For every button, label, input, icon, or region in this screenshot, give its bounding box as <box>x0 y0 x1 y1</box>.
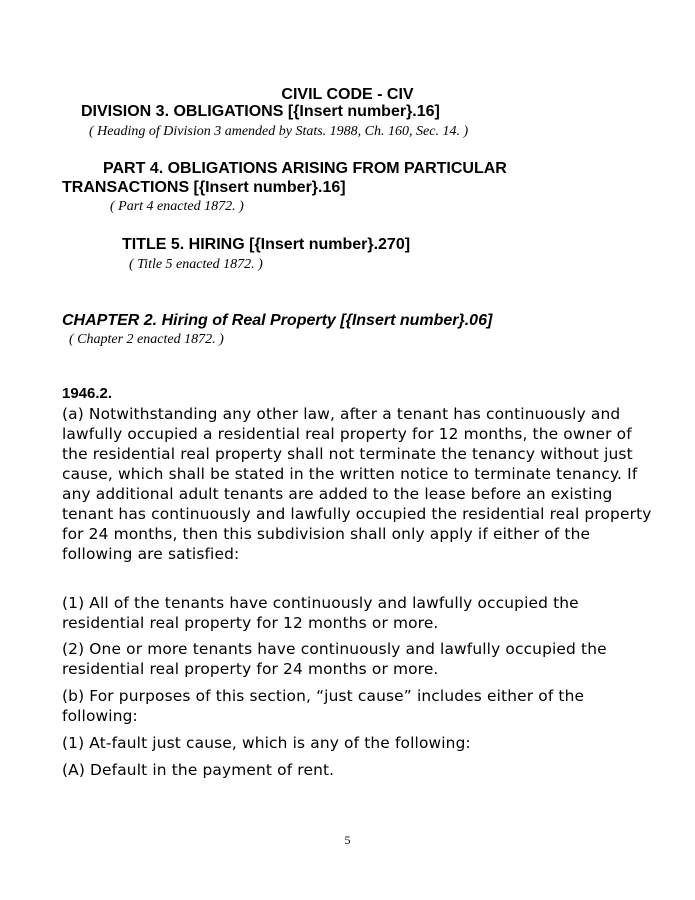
part-heading-line1: PART 4. OBLIGATIONS ARISING FROM PARTICULAR <box>103 160 507 177</box>
division-note: ( Heading of Division 3 amended by Stats. 1988, Ch. 160, Sec. 14. ) <box>89 124 469 139</box>
title-heading: TITLE 5. HIRING [{Insert number}.270] <box>122 236 411 253</box>
part-heading-line2: TRANSACTIONS [{Insert number}.16] <box>62 179 346 196</box>
paragraph-b: (b) For purposes of this section, “just cause” includes either of the following: <box>62 687 585 725</box>
part-note: ( Part 4 enacted 1872. ) <box>110 199 244 214</box>
paragraph-a: (a) Notwithstanding any other law, after a tenant has continuously and lawfully occupied a residential real property for 12 months, the owner of the residential real property shall not terminate the tenancy without just cause, which shall be stated in the written notice to terminate tenancy. If any additional adult tenants are added to the lease before an existing tenant has continuously and lawfully occupied the residential real property for 24 months, then this subdivision shall only apply if either of the following are satisfied: <box>62 405 652 563</box>
paragraph-b-1-a: (A) Default in the payment of rent. <box>62 761 335 779</box>
page-number: 5 <box>344 833 351 847</box>
paragraph-b-1: (1) At-fault just cause, which is any of the following: <box>62 734 471 752</box>
paragraph-a-2: (2) One or more tenants have continuously and lawfully occupied the residential real property for 24 months or more. <box>62 640 607 678</box>
division-heading: DIVISION 3. OBLIGATIONS [{Insert number}.16] <box>81 103 440 120</box>
chapter-note: ( Chapter 2 enacted 1872. ) <box>69 332 224 347</box>
code-heading: CIVIL CODE - CIV <box>281 86 414 103</box>
paragraph-a-1: (1) All of the tenants have continuously and lawfully occupied the residential real property for 12 months or more. <box>62 594 579 632</box>
title-note: ( Title 5 enacted 1872. ) <box>129 257 263 272</box>
chapter-heading: CHAPTER 2. Hiring of Real Property [{Insert number}.06] <box>62 312 493 329</box>
section-number: 1946.2. <box>62 385 113 402</box>
